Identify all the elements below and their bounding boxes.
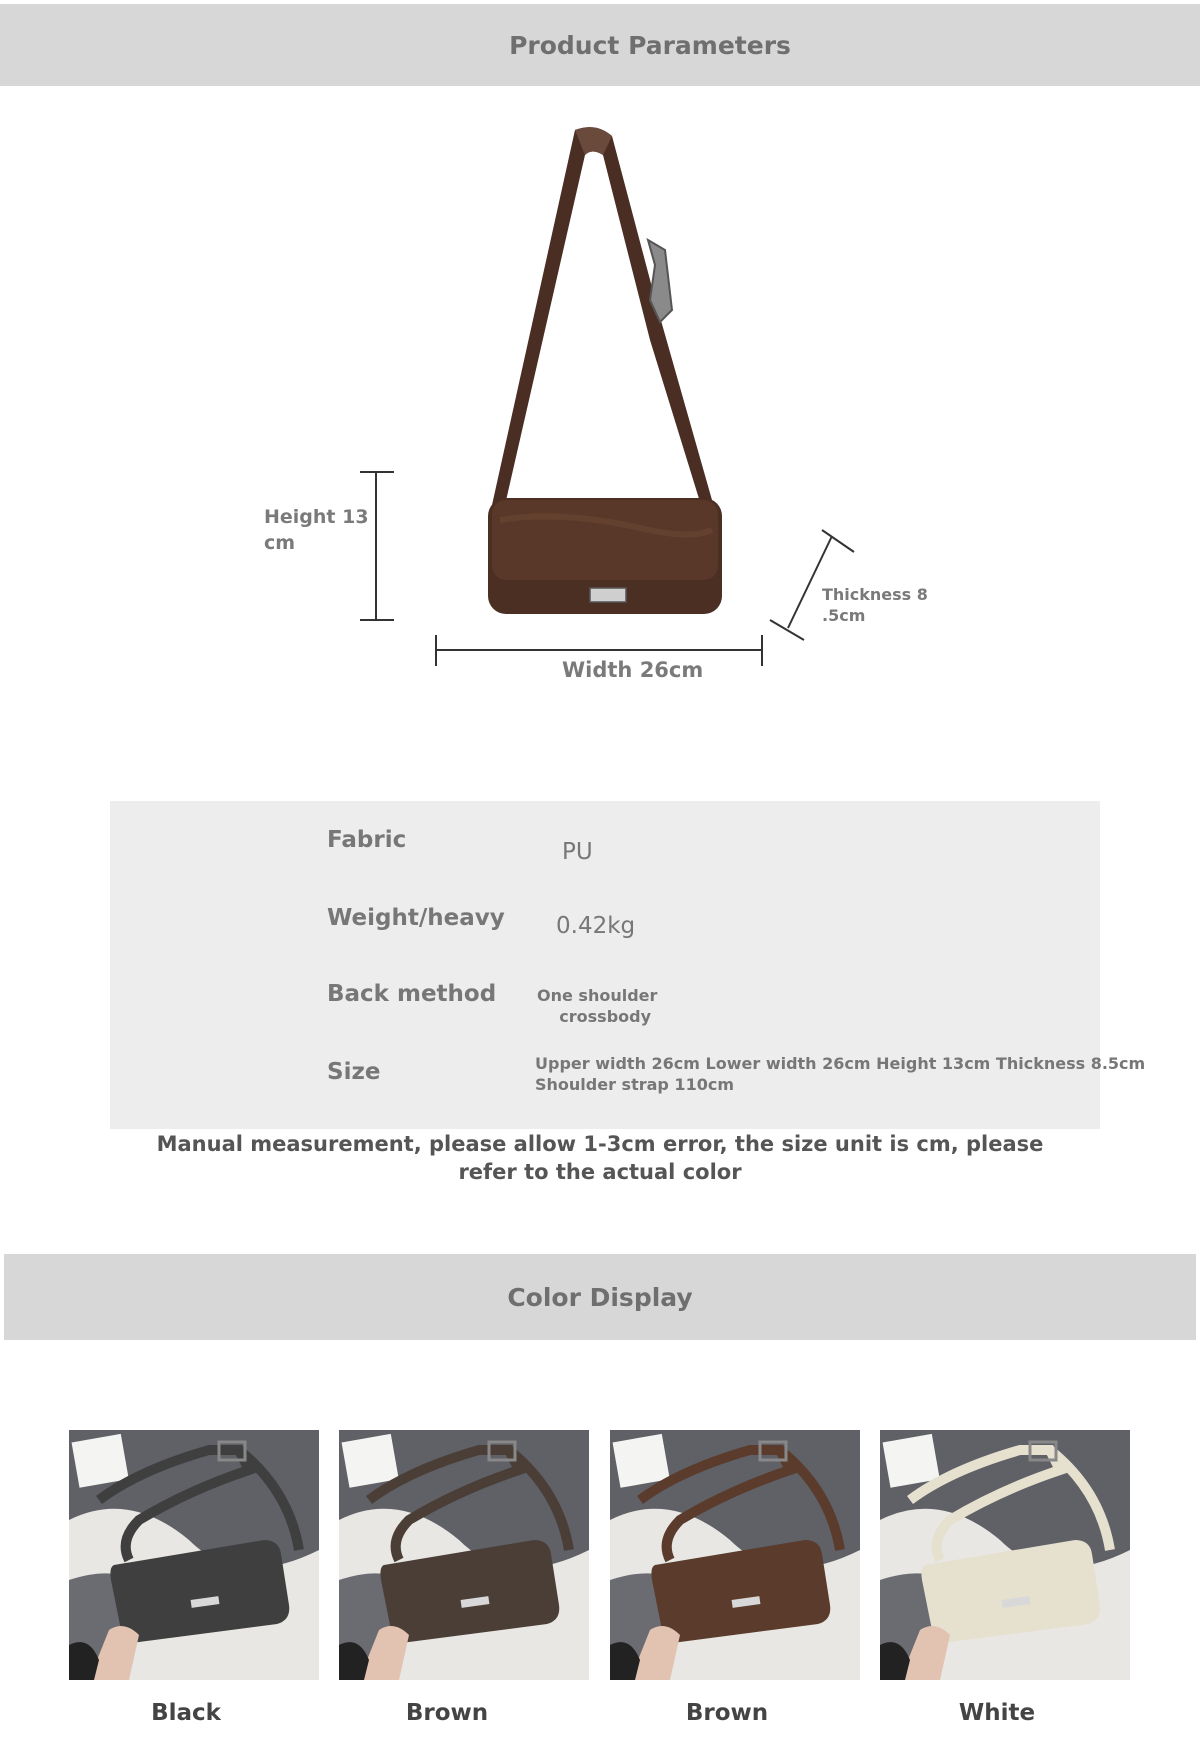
section-header-product-parameters [0, 4, 1200, 86]
bag-photo [69, 1430, 319, 1680]
thickness-label: Thickness 8 .5cm [822, 585, 928, 625]
parameter-table [110, 801, 1146, 1129]
color-label: Brown [405, 1700, 489, 1726]
color-swatch-image[interactable] [610, 1430, 860, 1680]
color-label: Black [151, 1700, 221, 1726]
product-image-with-dimensions [0, 100, 1200, 700]
color-swatch-image[interactable] [880, 1430, 1130, 1680]
color-label: White [958, 1700, 1036, 1726]
section-title: Product Parameters [509, 30, 791, 60]
section-title: Color Display [507, 1282, 693, 1312]
height-label: Height 13 cm [264, 506, 369, 554]
param-key: Size [327, 1059, 381, 1085]
param-value: Upper width 26cm Lower width 26cm Height 13cm Thickness 8.5cm Shoulder strap 110cm [535, 1054, 1146, 1094]
param-key: Back method [327, 981, 497, 1007]
param-key: Weight/heavy [327, 905, 505, 931]
param-value: PU [562, 839, 593, 865]
section-header-color-display [4, 1254, 1196, 1340]
param-key: Fabric [327, 827, 407, 853]
bag-illustration [0, 100, 1200, 700]
bag-photo [339, 1430, 589, 1680]
measurement-note: Manual measurement, please allow 1-3cm error, the size unit is cm, please refer to the actual color [156, 1132, 1044, 1184]
param-value: 0.42kg [556, 913, 636, 939]
width-label: Width 26cm [562, 658, 704, 682]
bag-photo [610, 1430, 860, 1680]
color-swatch-image[interactable] [339, 1430, 589, 1680]
color-label: Brown [685, 1700, 769, 1726]
color-swatch-image[interactable] [69, 1430, 319, 1680]
param-value: One shoulder crossbody [537, 986, 658, 1026]
bag-photo [880, 1430, 1130, 1680]
